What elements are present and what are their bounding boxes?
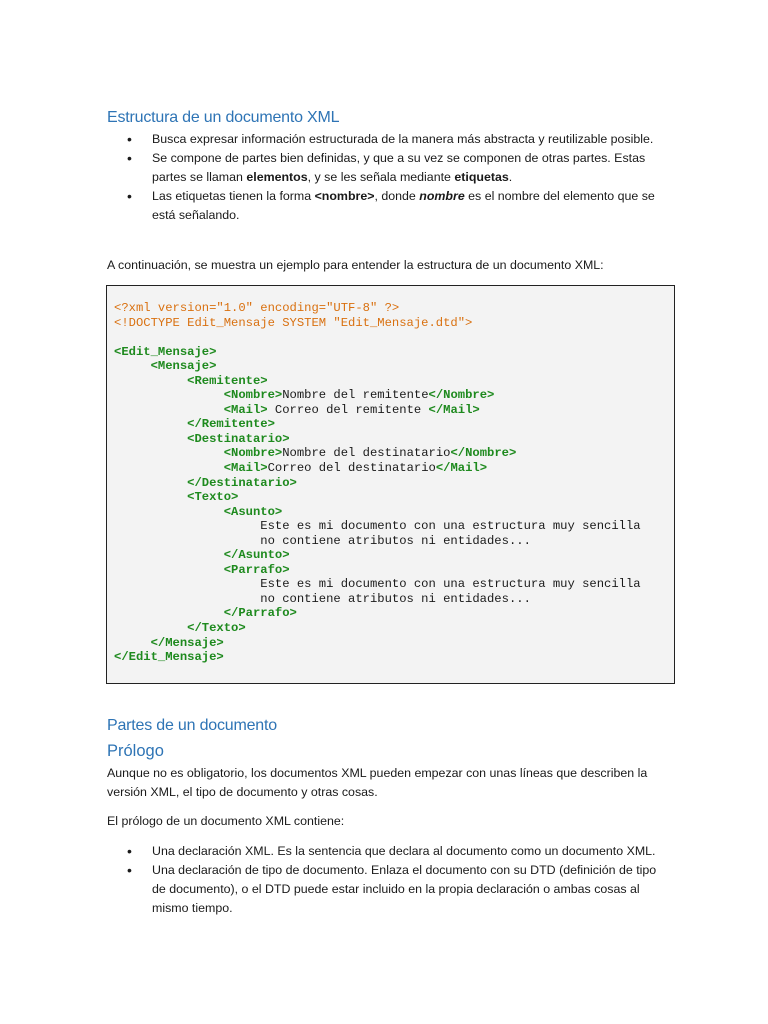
code-line: </Texto> (187, 621, 246, 636)
code-line: <Nombre>Nombre del remitente</Nombre> (223, 388, 495, 403)
code-line: Este es mi documento con una estructura muy sencilla (114, 577, 641, 592)
code-line: <Mail> Correo del remitente </Mail> (223, 402, 480, 417)
bold-term: etiquetas (454, 170, 509, 184)
code-line: <Asunto> (223, 504, 283, 519)
prologo-contents-intro: El prólogo de un documento XML contiene: (107, 814, 345, 828)
section-heading-estructura: Estructura de un documento XML (107, 109, 340, 126)
xml-code-text (114, 301, 674, 665)
subheading-prologo: Prólogo (107, 742, 164, 760)
section-heading-partes: Partes de un documento (107, 717, 277, 734)
code-intro-paragraph: A continuación, se muestra un ejemplo para entender la estructura de un documento XML: (107, 258, 604, 272)
code-line: </Parrafo> (223, 606, 297, 621)
code-line: no contiene atributos ni entidades... (114, 591, 531, 606)
bold-term: <nombre> (314, 189, 375, 203)
code-line: <Destinatario> (187, 431, 290, 446)
code-line: <Mail>Correo del destinatario</Mail> (223, 461, 488, 476)
structure-bullet-list (107, 130, 667, 225)
code-line: <Parrafo> (223, 562, 290, 577)
code-line: </Destinatario> (187, 475, 297, 490)
code-line: <!DOCTYPE Edit_Mensaje SYSTEM "Edit_Mensaje.dtd"> (114, 315, 473, 330)
prologo-paragraph: Aunque no es obligatorio, los documentos XML pueden empezar con unas líneas que describen la versión XML, el tipo de documento y otras cosas. (107, 766, 648, 799)
bullet-item: • Las etiquetas tienen la forma <nombre>, donde nombre es el nombre del elemento que se está señalando. (107, 187, 667, 225)
prologo-bullet-list (107, 842, 667, 918)
bullet-item: • Una declaración XML. Es la sentencia que declara al documento como un documento XML. (107, 842, 667, 861)
code-line: Este es mi documento con una estructura muy sencilla (114, 519, 641, 534)
bold-term: elementos (246, 170, 308, 184)
bullet-item: • Se compone de partes bien definidas, y que a su vez se componen de otras partes. Estas partes se llaman elementos, y se les señala mediante etiquetas. (107, 149, 667, 187)
code-line: <Nombre>Nombre del destinatario</Nombre> (223, 446, 517, 461)
xml-code-block (106, 285, 675, 684)
code-line: </Asunto> (223, 548, 290, 563)
code-line (114, 330, 674, 345)
code-line: <Texto> (187, 490, 239, 505)
code-line: <?xml version="1.0" encoding="UTF-8" ?> (114, 301, 400, 315)
code-line: <Remitente> (187, 373, 268, 388)
code-line: <Mensaje> (150, 359, 217, 374)
bullet-item: • Una declaración de tipo de documento. Enlaza el documento con su DTD (definición de tipo de documento), o el DTD puede estar incluido en la propia declaración o ambas cosas al mismo tiempo. (107, 861, 667, 918)
bold-term: nombre (419, 189, 465, 203)
code-line: <Edit_Mensaje> (114, 344, 217, 359)
code-line: </Mensaje> (150, 635, 224, 650)
bullet-item: • Busca expresar información estructurada de la manera más abstracta y reutilizable posible. (107, 130, 667, 149)
code-line: </Edit_Mensaje> (114, 650, 224, 665)
code-line: </Remitente> (187, 417, 275, 432)
code-line: no contiene atributos ni entidades... (114, 533, 531, 548)
